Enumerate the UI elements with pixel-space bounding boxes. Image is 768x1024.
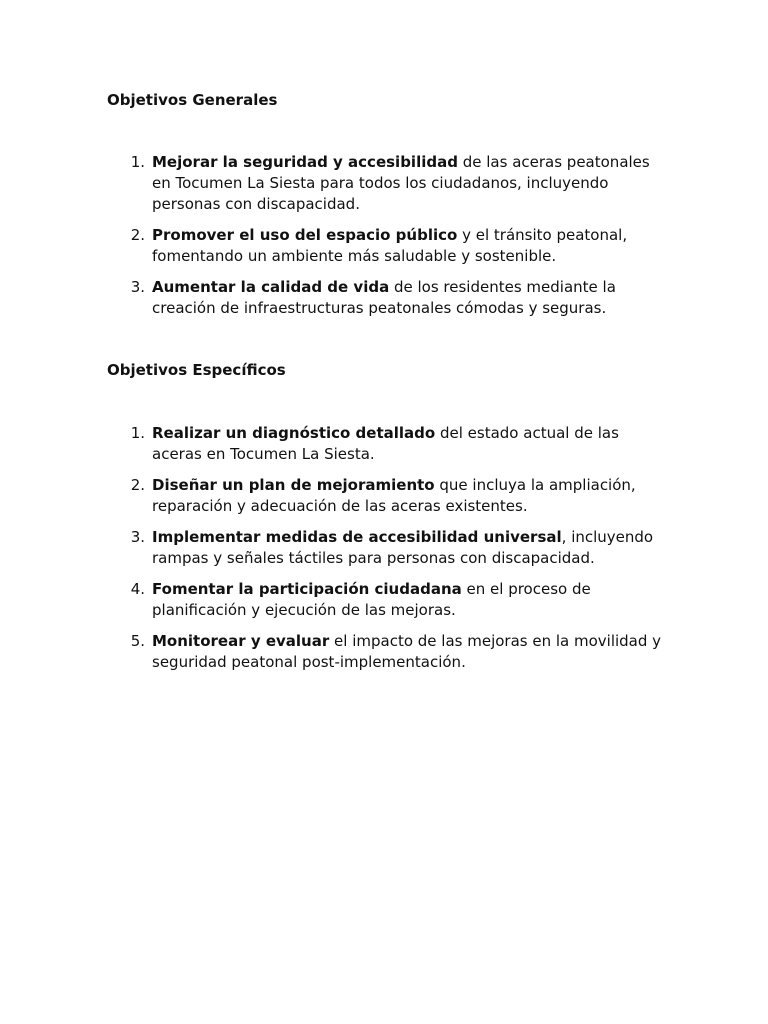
item-number: 2. [130, 476, 145, 494]
list-item [107, 631, 667, 673]
list-item [107, 527, 667, 569]
list-item [107, 152, 667, 215]
item-number: 1. [130, 153, 145, 171]
item-text: el impacto de las mejoras en la movilidad y seguridad peatonal post-implementación. [152, 632, 662, 671]
item-bold-text: Monitorear y evaluar [152, 632, 330, 650]
list-item [107, 277, 667, 319]
list-item [107, 423, 667, 465]
general-objectives-list [107, 152, 667, 329]
item-number: 3. [130, 528, 145, 546]
item-text: de las aceras peatonales en Tocumen La Siesta para todos los ciudadanos, incluyendo personas con discapacidad. [152, 153, 650, 213]
specific-objectives-list [107, 423, 667, 683]
item-bold-text: Diseñar un plan de mejoramiento [152, 476, 435, 494]
list-item [107, 225, 667, 267]
item-bold-text: Fomentar la participación ciudadana [152, 580, 462, 598]
item-text: que incluya la ampliación, reparación y adecuación de las aceras existentes. [152, 476, 636, 515]
general-objectives-heading: Objetivos Generales [107, 91, 278, 109]
item-number: 2. [130, 226, 145, 244]
item-number: 1. [130, 424, 145, 442]
item-text: en el proceso de planificación y ejecución de las mejoras. [152, 580, 591, 619]
item-number: 4. [130, 580, 145, 598]
list-item [107, 475, 667, 517]
item-bold-text: Promover el uso del espacio público [152, 226, 458, 244]
item-bold-text: Aumentar la calidad de vida [152, 278, 390, 296]
item-text: y el tránsito peatonal, fomentando un ambiente más saludable y sostenible. [152, 226, 628, 265]
item-number: 5. [130, 632, 145, 650]
item-number: 3. [130, 278, 145, 296]
item-bold-text: Mejorar la seguridad y accesibilidad [152, 153, 458, 171]
item-bold-text: Realizar un diagnóstico detallado [152, 424, 436, 442]
specific-objectives-heading: Objetivos Específicos [107, 361, 286, 379]
item-text: de los residentes mediante la creación de infraestructuras peatonales cómodas y seguras. [152, 278, 616, 317]
item-text: , incluyendo rampas y señales táctiles para personas con discapacidad. [152, 528, 654, 567]
item-text: del estado actual de las aceras en Tocumen La Siesta. [152, 424, 619, 463]
item-bold-text: Implementar medidas de accesibilidad universal [152, 528, 562, 546]
list-item [107, 579, 667, 621]
